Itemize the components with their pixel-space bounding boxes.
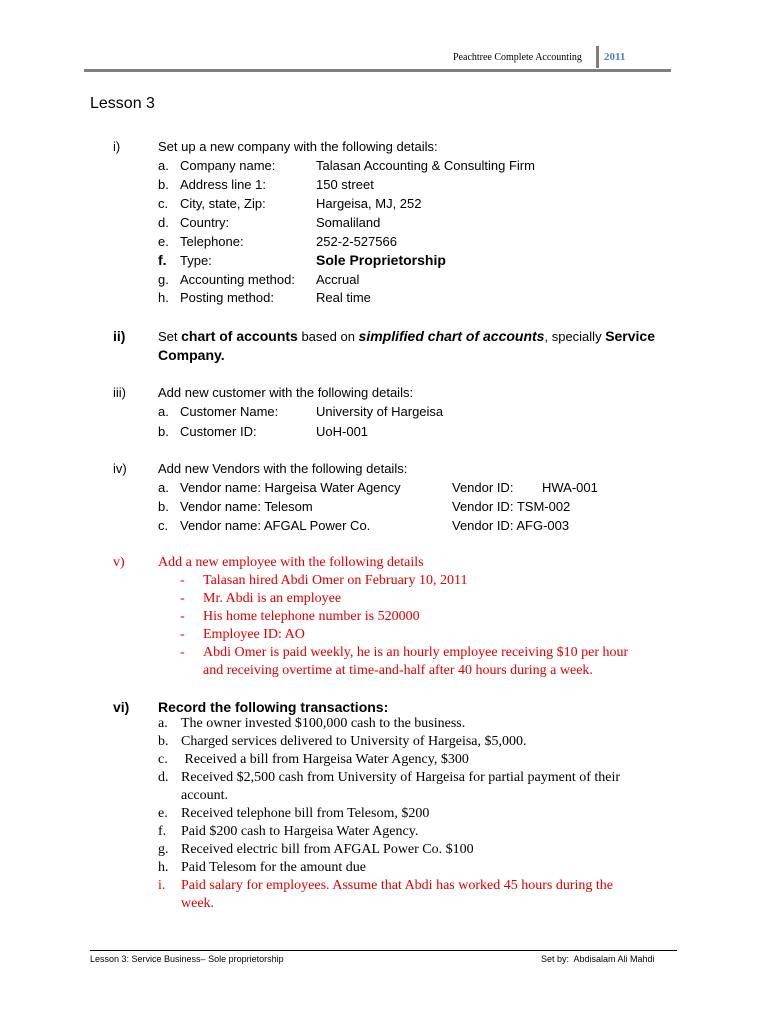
field-value: Sole Proprietorship <box>316 252 446 268</box>
section-number: i) <box>113 139 121 154</box>
field-label: City, state, Zip: <box>180 196 266 211</box>
section-intro: Add new Vendors with the following details: <box>158 461 408 476</box>
section-intro: Add new customer with the following details: <box>158 385 414 400</box>
footer-rule <box>90 950 677 951</box>
field-value: 150 street <box>316 177 374 192</box>
list-letter: e. <box>158 234 169 249</box>
footer-right: Set by: Abdisalam Ali Mahdi <box>541 954 655 964</box>
text-run-bold: Company. <box>158 347 225 363</box>
section-number: ii) <box>113 328 126 344</box>
bullet-dash: - <box>180 609 185 624</box>
text-run-bold: chart of accounts <box>181 328 298 344</box>
list-letter: i. <box>158 878 166 893</box>
bullet-dash: - <box>180 573 185 588</box>
section-number: v) <box>113 555 125 570</box>
header-rule <box>84 69 671 72</box>
list-letter: a. <box>158 404 169 419</box>
field-label: Company name: <box>180 158 276 173</box>
list-item: Talasan hired Abdi Omer on February 10, 2011 <box>203 573 468 588</box>
list-letter: d. <box>158 215 169 230</box>
field-label: Accounting method: <box>180 272 295 287</box>
vendor-id-value: AFG-003 <box>516 518 570 533</box>
vendor-id-value: HWA-001 <box>542 480 598 495</box>
bullet-dash: - <box>180 591 185 606</box>
field-label: Customer Name: <box>180 404 279 419</box>
text-run-bold: Service <box>605 328 656 344</box>
list-letter: h. <box>158 290 169 305</box>
section-text <box>158 328 655 344</box>
field-label: Customer ID: <box>180 424 257 439</box>
text-run: Set <box>158 329 182 344</box>
list-letter: g. <box>158 272 169 287</box>
field-value: Somaliland <box>316 215 381 230</box>
list-item-continuation: and receiving overtime at time-and-half after 40 hours during a week. <box>203 663 593 678</box>
vendor-id-label: Vendor ID: <box>452 499 514 514</box>
list-letter: f. <box>158 252 167 268</box>
field-label: Type: <box>180 253 212 268</box>
transaction-text: The owner invested $100,000 cash to the business. <box>181 716 466 731</box>
section-number: vi) <box>113 699 130 715</box>
list-letter: c. <box>158 196 169 211</box>
field-value: Accrual <box>316 272 360 287</box>
list-letter: d. <box>158 770 169 785</box>
transaction-text: Charged services delivered to University of Hargeisa, $5,000. <box>181 734 527 749</box>
field-label: Posting method: <box>180 290 274 305</box>
field-value: University of Hargeisa <box>316 404 444 419</box>
list-letter: h. <box>158 860 169 875</box>
list-letter: a. <box>158 480 169 495</box>
list-item: His home telephone number is 520000 <box>203 609 420 624</box>
section-intro: Add a new employee with the following details <box>158 555 424 570</box>
transaction-text: Paid salary for employees. Assume that Abdi has worked 45 hours during the <box>181 878 613 893</box>
field-value: Real time <box>316 290 371 305</box>
transaction-text: Paid Telesom for the amount due <box>181 860 367 875</box>
header-title: Peachtree Complete Accounting <box>453 52 582 63</box>
lesson-title: Lesson 3 <box>90 95 155 112</box>
transaction-text-continuation: account. <box>181 788 229 803</box>
list-item: Mr. Abdi is an employee <box>203 591 342 606</box>
text-run-bold-italic: simplified chart of accounts <box>358 328 545 344</box>
vendor-id <box>452 518 569 533</box>
vendor-name: Vendor name: Hargeisa Water Agency <box>180 480 401 495</box>
header-year: 2011 <box>604 51 626 63</box>
section-intro: Set up a new company with the following details: <box>158 139 438 154</box>
vendor-id-label: Vendor ID: <box>452 518 514 533</box>
list-letter: b. <box>158 424 169 439</box>
section-number: iv) <box>113 461 127 476</box>
field-value: UoH-001 <box>316 424 369 439</box>
transaction-text: Received electric bill from AFGAL Power Co. $100 <box>181 842 474 857</box>
text-run: , specially <box>544 329 606 344</box>
field-value: Talasan Accounting & Consulting Firm <box>316 158 535 173</box>
field-value: 252-2-527566 <box>316 234 397 249</box>
text-run: based on <box>297 329 359 344</box>
list-letter: a. <box>158 716 168 731</box>
field-label: Country: <box>180 215 230 230</box>
list-letter: c. <box>158 752 168 767</box>
transaction-text: Paid $200 cash to Hargeisa Water Agency. <box>181 824 419 839</box>
transaction-text-continuation: week. <box>181 896 215 911</box>
bullet-dash: - <box>180 627 185 642</box>
list-letter: c. <box>158 518 169 533</box>
list-letter: b. <box>158 499 169 514</box>
vendor-name: Vendor name: AFGAL Power Co. <box>180 518 371 533</box>
transaction-text: Received telephone bill from Telesom, $200 <box>181 806 430 821</box>
transaction-text: Received $2,500 cash from University of Hargeisa for partial payment of their <box>181 770 621 785</box>
list-letter: a. <box>158 158 169 173</box>
field-label: Address line 1: <box>180 177 266 192</box>
list-letter: b. <box>158 734 169 749</box>
list-item: Abdi Omer is paid weekly, he is an hourly employee receiving $10 per hour <box>203 645 629 660</box>
list-letter: e. <box>158 806 168 821</box>
field-value: Hargeisa, MJ, 252 <box>316 196 422 211</box>
header-separator <box>596 46 599 68</box>
list-letter: b. <box>158 177 169 192</box>
vendor-id <box>452 499 570 514</box>
vendor-name: Vendor name: Telesom <box>180 499 313 514</box>
field-label: Telephone: <box>180 234 244 249</box>
list-letter: f. <box>158 824 167 839</box>
bullet-dash: - <box>180 645 185 660</box>
vendor-id-value: TSM-002 <box>516 499 571 514</box>
list-letter: g. <box>158 842 169 857</box>
list-item: Employee ID: AO <box>203 627 305 642</box>
section-number: iii) <box>113 385 126 400</box>
footer-left: Lesson 3: Service Business– Sole proprietorship <box>90 954 284 964</box>
vendor-id-label: Vendor ID: <box>452 480 514 495</box>
section-intro: Record the following transactions: <box>158 699 389 715</box>
transaction-text: Received a bill from Hargeisa Water Agency, $300 <box>181 752 469 767</box>
